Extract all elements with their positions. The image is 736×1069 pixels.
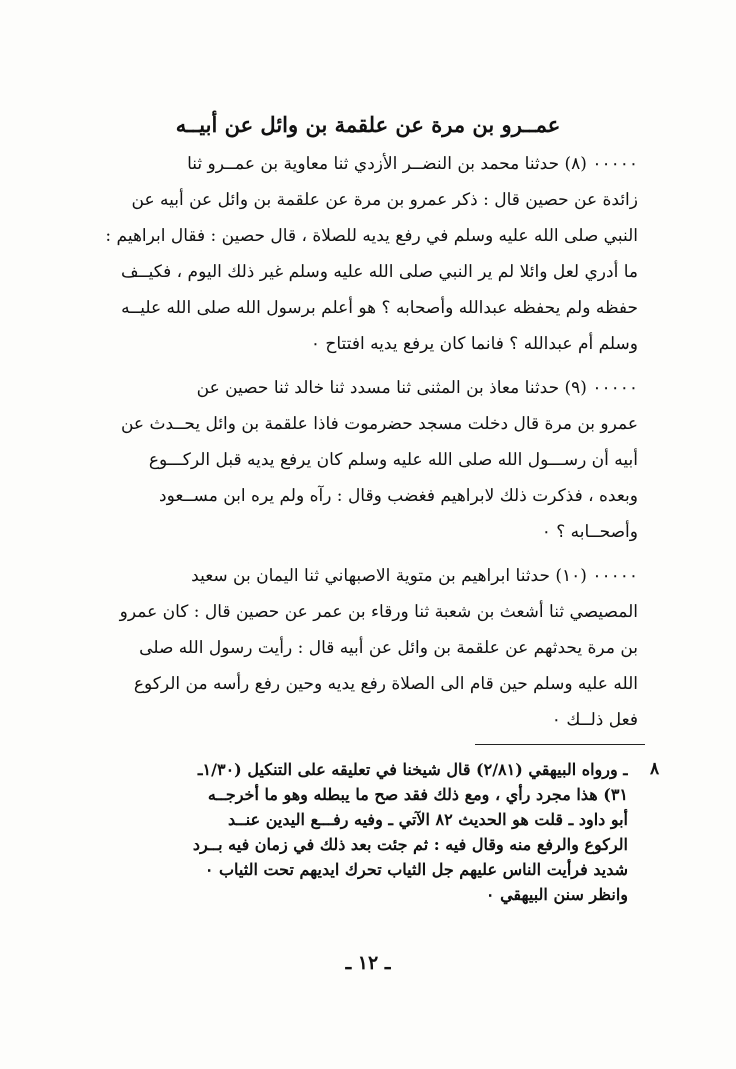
text-line: المصيصي ثنا أشعث بن شعبة ثنا ورقاء بن عمر عن حصين قال : كان عمرو xyxy=(119,602,638,622)
text-line: وأصحــابه ؟ ٠ xyxy=(541,522,638,542)
text-line: ما أدري لعل وائلا لم ير النبي صلى الله عليه وسلم غير ذلك اليوم ، فكيــف xyxy=(121,262,638,282)
text-line: حفظه ولم يحفظه عبدالله وأصحابه ؟ هو أعلم برسول الله صلى الله عليــه xyxy=(121,298,638,318)
footnote-line: ـ ورواه البيهقي (٢/٨١) قال شيخنا في تعليقه على التنكيل (١/٣٠ـ xyxy=(197,760,628,779)
footnote-line: الركوع والرفع منه وقال فيه : ثم جئت بعد ذلك في زمان فيه بــرد xyxy=(192,835,628,854)
footnote-number: ٨ xyxy=(650,759,660,779)
text-line: عمرو بن مرة قال دخلت مسجد حضرموت فاذا علقمة بن وائل يحــدث عن xyxy=(120,414,638,434)
text-line: ٠٠٠٠٠ (٩) حدثنا معاذ بن المثنى ثنا مسدد ثنا خالد ثنا حصين عن xyxy=(196,378,638,398)
text-line: ٠٠٠٠٠ (٨) حدثنا محمد بن النضــر الأزدي ثنا معاوية بن عمــرو ثنا xyxy=(187,154,638,174)
hadith-paragraph-8 xyxy=(93,146,638,362)
hadith-paragraph-9 xyxy=(93,370,638,550)
page-number: ـ ١٢ ـ xyxy=(345,952,391,974)
text-line: زائدة عن حصين قال : ذكر عمرو بن مرة عن علقمة بن وائل عن أبيه عن xyxy=(131,190,638,210)
text-line: ٠٠٠٠٠ (١٠) حدثنا ابراهيم بن متوية الاصبهاني ثنا اليمان بن سعيد xyxy=(191,566,638,586)
footnote xyxy=(100,757,628,907)
footnote-line: ٣١) هذا مجرد رأي ، ومع ذلك فقد صح ما يبطله وهو ما أخرجــه xyxy=(207,785,628,804)
footnote-line: شديد فرأيت الناس عليهم جل الثياب تحرك ايديهم تحت الثياب ٠ xyxy=(204,860,628,879)
text-line: الله عليه وسلم حين قام الى الصلاة رفع يديه وحين رفع رأسه من الركوع xyxy=(133,674,638,694)
text-line: فعل ذلــك ٠ xyxy=(551,710,638,730)
text-line: أبيه أن رســـول الله صلى الله عليه وسلم كان يرفع يديه قبل الركـــوع xyxy=(148,450,638,470)
text-line: وسلم أم عبدالله ؟ فانما كان يرفع يديه افتتاح ٠ xyxy=(310,334,638,354)
footnote-divider xyxy=(475,744,645,745)
footnote-line: أبو داود ـ قلت هو الحديث ٨٢ الآتي ـ وفيه رفـــع اليدين عنــد xyxy=(228,810,628,829)
section-heading: عمــرو بن مرة عن علقمة بن وائل عن أبيــه xyxy=(175,112,561,137)
footnote-line: وانظر سنن البيهقي ٠ xyxy=(485,885,628,904)
text-line: النبي صلى الله عليه وسلم في رفع يديه للصلاة ، قال حصين : فقال ابراهيم : xyxy=(105,226,638,246)
hadith-paragraph-10 xyxy=(93,558,638,738)
text-line: وبعده ، فذكرت ذلك لابراهيم فغضب وقال : رآه ولم يره ابن مســعود xyxy=(159,486,638,506)
text-line: بن مرة يحدثهم عن علقمة بن وائل عن أبيه قال : رأيت رسول الله صلى xyxy=(139,638,638,658)
